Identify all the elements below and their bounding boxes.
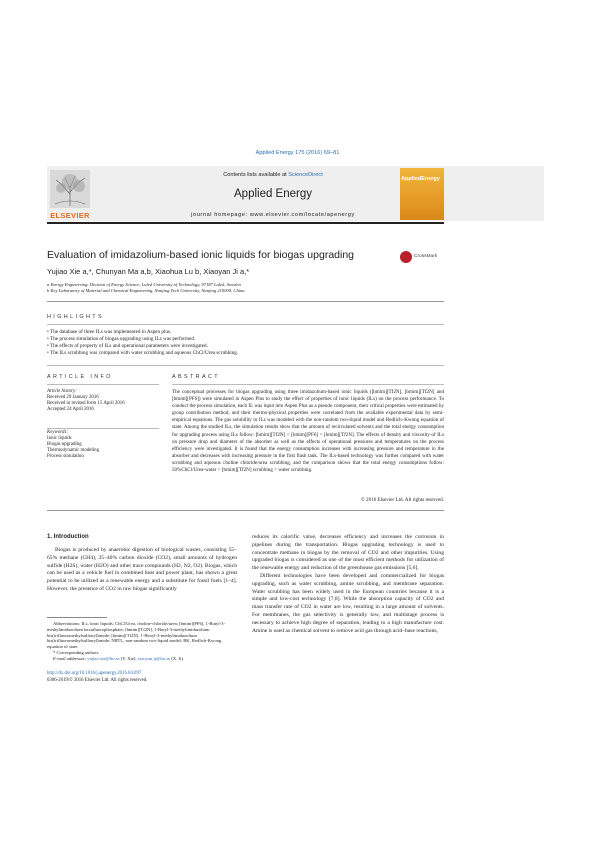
contents-prefix: Contents lists available at <box>223 172 289 178</box>
divider <box>172 384 444 385</box>
divider <box>47 365 444 366</box>
footnotes <box>47 621 237 662</box>
keyword-item: Ionic liquids <box>47 436 72 441</box>
email-owner: (Y. Xie), <box>119 655 138 661</box>
highlights-list <box>47 329 444 357</box>
doi-link[interactable]: http://dx.doi.org/10.1016/j.apenergy.2016.04.097 <box>47 671 142 676</box>
article-title: Evaluation of imidazolium-based ionic liquids for biogas upgrading <box>47 249 355 261</box>
header-rule <box>47 222 444 224</box>
email-footnote <box>47 656 237 662</box>
abbreviations-footnote: Abbreviations: ILs, ionic liquids; ChCl/Urea, choline-chloride/urea; [bmim][PF6], 1-Butyl-3-methylimidazolium hexafluorophosphate; [bmim][Tf2N], 1-Butyl-3-methylimidazolium bis(trifluoromethylsulfonyl)imide; [hmim][Tf2N], 1-Hexyl-3-methylimidazolium bis(trifluoromethylsulfonyl)imide; NRTL, non-random two-liquid model; RK, Redlich-Kwong equation of state. <box>47 621 225 650</box>
highlights-heading: HIGHLIGHTS <box>47 314 104 320</box>
abstract-heading: ABSTRACT <box>172 374 220 380</box>
divider <box>47 384 159 385</box>
affiliation-a: a Energy Engineering, Division of Energy Science, Luleå University of Technology, 97187 Luleå, Sweden <box>47 282 241 287</box>
paragraph: reduces its calorific value, decreases efficiency and increases the corrosion in pipelines during the transportation. Biogas upgrading technology is used to concentrate methane in biogas by the removal of CO2 and other impurities. Using upgraded biogas is considered as one of the most efficient methods for utilization of the renewable energy and reduction of the greenhouse gas emissions [5,6]. <box>252 534 444 572</box>
body-column-left <box>47 547 237 594</box>
crossmark-icon[interactable] <box>400 251 412 263</box>
history-item: Received 29 January 2016 <box>47 395 99 400</box>
history-item: Received in revised form 15 April 2016 <box>47 401 125 406</box>
body-column-right <box>252 534 444 635</box>
highlight-item: • The ILs scrubbing was compared with water scrubbing and aqueous ChCl/Urea scrubbing. <box>47 350 239 356</box>
highlight-item: • The effects of property of ILs and operational parameters were investigated. <box>47 343 208 349</box>
introduction-heading: 1. Introduction <box>47 534 89 540</box>
divider <box>47 301 444 302</box>
divider <box>47 428 159 429</box>
elsevier-wordmark: ELSEVIER <box>50 211 90 220</box>
keyword-item: Thermodynamic modeling <box>47 448 100 453</box>
affiliation-b: b Key Laboratory of Material and Chemical Engineering, Nanjing Tech University, Nanjing 210009, China <box>47 288 245 293</box>
email-link-ji[interactable]: xiaoyan.ji@ltu.se <box>137 655 171 661</box>
journal-reference[interactable]: Applied Energy 175 (2016) 69–81 <box>255 150 340 156</box>
corresponding-footnote: * Corresponding authors. <box>53 649 100 655</box>
journal-title: Applied Energy <box>234 188 312 200</box>
journal-cover-title: AppliedEnergy <box>401 176 440 182</box>
author-list: Yujiao Xie a,*, Chunyan Ma a,b, Xiaohua Lu b, Xiaoyan Ji a,* <box>47 267 250 276</box>
sciencedirect-link[interactable]: ScienceDirect <box>288 172 323 178</box>
keyword-item: Process simulation <box>47 454 84 459</box>
keyword-item: Biogas upgrading <box>47 442 82 447</box>
history-label: Article history: <box>47 389 77 394</box>
copyright: © 2016 Elsevier Ltd. All rights reserved. <box>360 497 444 503</box>
crossmark-label[interactable]: CrossMark <box>414 254 438 259</box>
email-link-xie[interactable]: yujiao.xie@ltu.se <box>87 655 120 661</box>
journal-homepage[interactable]: journal homepage: www.elsevier.com/locate/apenergy <box>191 212 355 218</box>
highlight-item: • The process simulation of biogas upgrading using ILs was performed. <box>47 336 196 342</box>
divider <box>47 510 444 511</box>
email-label: E-mail addresses: <box>53 655 88 661</box>
history-item: Accepted 24 April 2016 <box>47 407 94 412</box>
paragraph: Different technologies have been developed and commercialized for biogas upgrading, such as water scrubbing, amine scrubbing, and membrane separation. Water scrubbing has been widely used in the European countries because it is a simple and low-cost technology [7,8]. While the absorption capacity of CO2 and mass transfer rate of CO2 in water are low, resulting in a large amount of solvents. For membranes, the gas selectivity is generally low, and multistage process is necessary to achieve high degree of separation, leading to a high manufacture cost. Amine is used as chemical solvent to remove acid gas through acid–base reactions, <box>252 572 444 634</box>
keywords-label: Keywords: <box>47 430 69 435</box>
email-owner: (X. Ji). <box>170 655 185 661</box>
divider <box>47 324 444 325</box>
paragraph: Biogas is produced by anaerobic digestion of biological wastes, consisting 55–65% methane (CH4), 35–40% carbon dioxide (CO2), small amounts of hydrogen sulfide (H2S), water (H2O) and other trace compounds (H2, N2, O2). Biogas, which can be used as a vehicle fuel in combined heat and power plant, has shown a great potential to be utilized as a renewable energy and a substitute for fossil fuels [1–4]. However, the presence of CO2 in raw biogas significantly <box>47 547 237 592</box>
keywords <box>47 430 159 460</box>
article-history <box>47 389 159 413</box>
issn-line: 0306-2619/© 2016 Elsevier Ltd. All rights reserved. <box>47 678 148 683</box>
contents-line <box>93 172 453 178</box>
highlight-item: • The database of three ILs was implemented in Aspen plus. <box>47 329 172 335</box>
abstract-text: The conceptual processes for biogas upgrading using three imidazolium-based ionic liquids ([bmim][Tf2N], [bmim][Tf2N] and [bmim][PF6]) were simulated in Aspen Plus to study the effect of properties of ionic liquids (ILs) on the process performance. To conduct the process simulation, each IL was input into Aspen Plus as a pseudo component, their critical properties were estimated by group contribution method, and their thermo-physical properties were correlated from the available experimental data by semi-empirical equations. The gas solubility in ILs was modeled with the non-random two-liquid model and Redlich–Kwong equation of state. Among the studied ILs, the simulation results show that the amount of recirculated solvents and the total energy consumption for upgrading process using ILs follow: [bmim][Tf2N] < [bmim][PF6] < [hmim][Tf2N]. The effects of density and viscosity of ILs on pressure drop and diameter of the absorber as well as the effects of operational pressures and temperatures on the process efficiency were investigated. It is found that the energy consumption increases with increasing pressure and temperature in the absorber and decreases with increasing pressure in the first flash tank. The ILs-based technology was further compared with water scrubbing and aqueous choline chloride/urea scrubbing, and the comparison shows that the total energy consumptions follow: 50%ChCl/Urea-water < [bmim][Tf2N] scrubbing < water scrubbing. <box>172 389 444 474</box>
article-info-heading: ARTICLE INFO <box>47 374 113 380</box>
footnote-rule <box>47 617 107 618</box>
